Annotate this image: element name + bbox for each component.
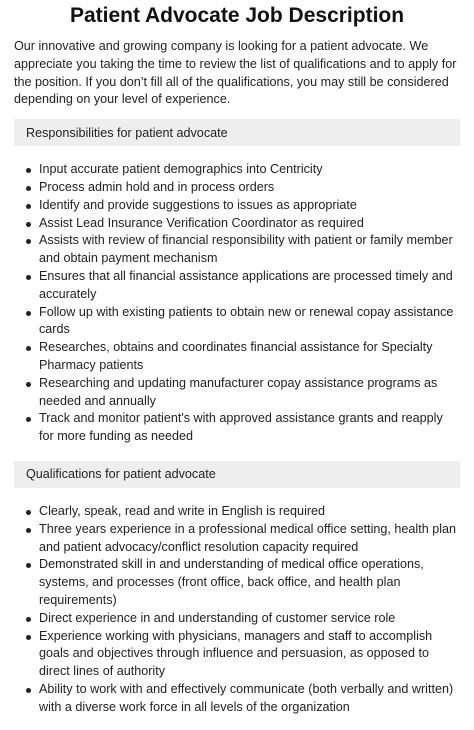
list-item xyxy=(14,304,460,340)
list-item xyxy=(14,268,460,304)
list-item-text: Identify and provide suggestions to issues as appropriate xyxy=(39,197,357,212)
bullet-icon xyxy=(26,311,31,316)
list-item xyxy=(14,339,460,375)
bullet-icon xyxy=(26,168,31,173)
list-item xyxy=(14,179,460,197)
bullet-icon xyxy=(26,382,31,387)
list-item-text: Track and monitor patient's with approved assistance grants and reapply for more funding as needed xyxy=(39,411,443,444)
bullet-icon xyxy=(26,204,31,209)
list-item xyxy=(14,215,460,233)
list-item-text: Researching and updating manufacturer copay assistance programs as needed and annually xyxy=(39,375,438,408)
bullet-icon xyxy=(26,275,31,280)
list-item-text: Input accurate patient demographics into Centricity xyxy=(39,162,323,177)
list-item xyxy=(14,375,460,411)
list-item-text: Assists with review of financial responsibility with patient or family member and obtain payment mechanism xyxy=(39,233,453,266)
list-item-text: Assist Lead Insurance Verification Coordinator as required xyxy=(39,215,364,230)
bullet-icon xyxy=(26,635,31,640)
list-item xyxy=(14,197,460,215)
bullet-icon xyxy=(26,239,31,244)
list-item xyxy=(14,556,460,609)
list-item-text: Demonstrated skill in and understanding of medical office operations, systems, and processes (front office, back office, and health plan requirements) xyxy=(39,557,424,607)
qualifications-list xyxy=(14,503,460,717)
bullet-icon xyxy=(26,222,31,227)
bullet-icon xyxy=(26,563,31,568)
list-item xyxy=(14,503,460,521)
responsibilities-list xyxy=(14,161,460,446)
list-item-text: Ensures that all financial assistance applications are processed timely and accurately xyxy=(39,268,453,301)
list-item-text: Three years experience in a professional medical office setting, health plan and patient advocacy/conflict resolution capacity required xyxy=(39,521,457,554)
list-item xyxy=(14,628,460,681)
list-item-text: Direct experience in and understanding of customer service role xyxy=(39,610,396,625)
list-item-text: Process admin hold and in process orders xyxy=(39,179,275,194)
list-item xyxy=(14,232,460,268)
bullet-icon xyxy=(26,617,31,622)
qualifications-heading-bar xyxy=(14,461,460,488)
bullet-icon xyxy=(26,186,31,191)
list-item xyxy=(14,681,460,717)
list-item xyxy=(14,161,460,179)
list-item-text: Ability to work with and effectively communicate (both verbally and written) with a diverse work force in all levels of the organization xyxy=(39,681,454,714)
list-item-text: Researches, obtains and coordinates financial assistance for Specialty Pharmacy patients xyxy=(39,340,433,372)
bullet-icon xyxy=(26,510,31,515)
list-item-text: Experience working with physicians, managers and staff to accomplish goals and objectives through influence and persuasion, as opposed to direct lines of authority xyxy=(39,628,433,679)
list-item-text: Follow up with existing patients to obtain new or renewal copay assistance cards xyxy=(39,304,454,337)
list-item xyxy=(14,610,460,628)
bullet-icon xyxy=(26,528,31,533)
list-item xyxy=(14,410,460,446)
qualifications-heading: Qualifications for patient advocate xyxy=(26,467,216,482)
bullet-icon xyxy=(26,346,31,351)
page-title: Patient Advocate Job Description xyxy=(69,4,405,27)
list-item-text: Clearly, speak, read and write in English is required xyxy=(39,503,326,518)
list-item xyxy=(14,521,460,557)
responsibilities-heading: Responsibilities for patient advocate xyxy=(26,125,228,140)
responsibilities-heading-bar xyxy=(14,119,460,146)
bullet-icon xyxy=(26,417,31,422)
intro-paragraph: Our innovative and growing company is looking for a patient advocate. We appreciate you taking the time to review the list of qualifications and to apply for the position. If you don’t fill all of the qualifications, you may still be considered depending on your level of experience. xyxy=(14,39,457,107)
bullet-icon xyxy=(26,688,31,693)
